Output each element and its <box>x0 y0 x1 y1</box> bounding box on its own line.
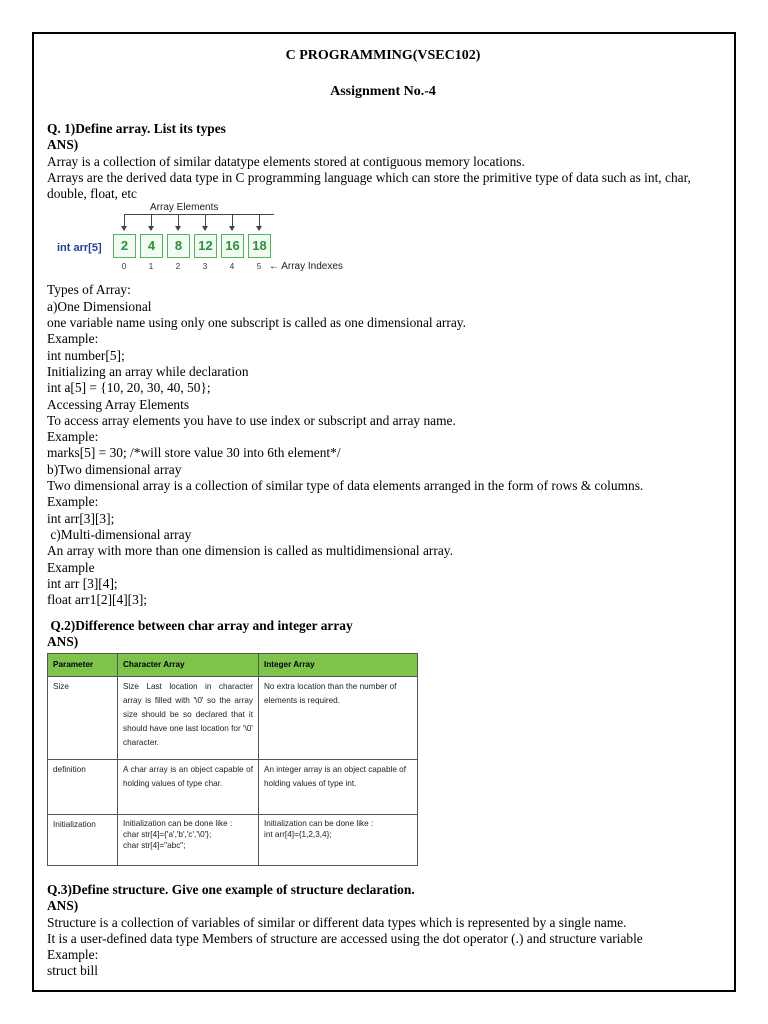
table-cell: Size Last location in character array is filled with '\0' so the array size should be so declared that it should have one last location for '\0' character. <box>118 676 259 759</box>
array-cell: 12 <box>194 234 217 258</box>
down-arrow-icon <box>205 214 206 230</box>
array-indexes-label: ← Array Indexes <box>269 261 343 273</box>
page-border <box>32 32 736 992</box>
q2-ans-label: ANS) <box>47 634 79 650</box>
q1-text-line: Example <box>47 559 95 575</box>
q1-text-line: To access array elements you have to use index or subscript and array name. <box>47 412 456 428</box>
down-arrow-icon <box>232 214 233 230</box>
table-cell: Initialization <box>48 814 118 865</box>
q1-code-line: float arr1[2][4][3]; <box>47 592 148 608</box>
array-elements-bracket <box>124 214 274 215</box>
array-cell: 8 <box>167 234 190 258</box>
array-cell: 2 <box>113 234 136 258</box>
init-text: Initialization can be done like : <box>264 818 374 828</box>
q1-code-line: int arr[3][3]; <box>47 510 115 526</box>
array-declaration-label: int arr[5] <box>57 242 102 255</box>
q1-text-line: Types of Array: <box>47 282 131 298</box>
assignment-number: Assignment No.-4 <box>330 84 436 99</box>
q2-section <box>47 618 418 866</box>
table-header-row <box>48 653 418 676</box>
q1-text-line: one variable name using only one subscript is called as one dimensional array. <box>47 315 466 331</box>
down-arrow-icon <box>259 214 260 230</box>
table-cell <box>259 814 418 865</box>
init-code: int arr[4]={1,2,3,4}; <box>264 829 332 839</box>
table-header-cell: Parameter <box>48 653 118 676</box>
q2-heading: Q.2)Difference between char array and integer array <box>47 618 353 633</box>
q1-code-line: int a[5] = {10, 20, 30, 40, 50}; <box>47 380 211 396</box>
array-index: 0 <box>121 262 127 272</box>
table-row <box>48 759 418 814</box>
table-cell: Size <box>48 676 118 759</box>
array-index: 4 <box>229 262 235 272</box>
q1-ans-label: ANS) <box>47 137 79 153</box>
q1-section <box>47 121 691 608</box>
init-code: char str[4]={'a','b','c','\0'}; <box>123 829 212 839</box>
q1-text-line: Example: <box>47 429 99 445</box>
table-header-cell: Integer Array <box>259 653 418 676</box>
array-elements-label: Array Elements <box>150 202 219 214</box>
array-diagram <box>47 202 387 282</box>
q1-text-line: a)One Dimensional <box>47 298 152 314</box>
q1-text-line: Example: <box>47 494 99 510</box>
array-index: 3 <box>202 262 208 272</box>
q3-ans-label: ANS) <box>47 898 79 914</box>
array-index: 1 <box>148 262 154 272</box>
q1-text-line: An array with more than one dimension is called as multidimensional array. <box>47 543 453 559</box>
q1-heading: Q. 1)Define array. List its types <box>47 121 226 136</box>
table-cell: definition <box>48 759 118 814</box>
array-index: 2 <box>175 262 181 272</box>
q1-text-line: double, float, etc <box>47 186 137 202</box>
table-row <box>48 676 418 759</box>
array-cell: 16 <box>221 234 244 258</box>
table-header-cell: Character Array <box>118 653 259 676</box>
array-cell: 18 <box>248 234 271 258</box>
q1-text-line: Accessing Array Elements <box>47 396 190 412</box>
q3-code-line: struct bill <box>47 963 98 979</box>
q1-code-line: marks[5] = 30; /*will store value 30 into 6th element*/ <box>47 445 341 461</box>
q1-code-line: int arr [3][4]; <box>47 575 118 591</box>
q3-text-line: Structure is a collection of variables of similar or different data types which is represented by a single name. <box>47 914 627 930</box>
q3-heading: Q.3)Define structure. Give one example of structure declaration. <box>47 882 415 897</box>
q1-text-line: b)Two dimensional array <box>47 461 182 477</box>
array-cell: 4 <box>140 234 163 258</box>
q1-text-line: Initializing an array while declaration <box>47 363 249 379</box>
q3-text-line: Example: <box>47 947 99 963</box>
down-arrow-icon <box>124 214 125 230</box>
q1-text-line: Array is a collection of similar datatype elements stored at contiguous memory locations. <box>47 153 525 169</box>
down-arrow-icon <box>151 214 152 230</box>
q1-text-line: c)Multi-dimensional array <box>47 526 192 542</box>
q1-text-line: Example: <box>47 331 99 347</box>
down-arrow-icon <box>178 214 179 230</box>
q1-text-line: Two dimensional array is a collection of similar type of data elements arranged in the form of rows & columns. <box>47 478 644 494</box>
document-title: C PROGRAMMING(VSEC102) <box>285 48 481 63</box>
q3-text-line: It is a user-defined data type Members of structure are accessed using the dot operator (.) and structure variable <box>47 930 643 946</box>
init-text: Initialization can be done like : <box>123 818 233 828</box>
comparison-table <box>47 653 418 866</box>
table-cell: No extra location than the number of elements is required. <box>259 676 418 759</box>
q3-section <box>47 882 643 980</box>
table-cell <box>118 814 259 865</box>
table-cell: A char array is an object capable of holding values of type char. <box>118 759 259 814</box>
array-index: 5 <box>256 262 262 272</box>
table-cell: An integer array is an object capable of holding values of type int. <box>259 759 418 814</box>
q1-code-line: int number[5]; <box>47 347 125 363</box>
q1-text-line: Arrays are the derived data type in C programming language which can store the primitive type of data such as int, char, <box>47 169 691 185</box>
init-code: char str[4]="abc"; <box>123 840 186 850</box>
table-row <box>48 814 418 865</box>
